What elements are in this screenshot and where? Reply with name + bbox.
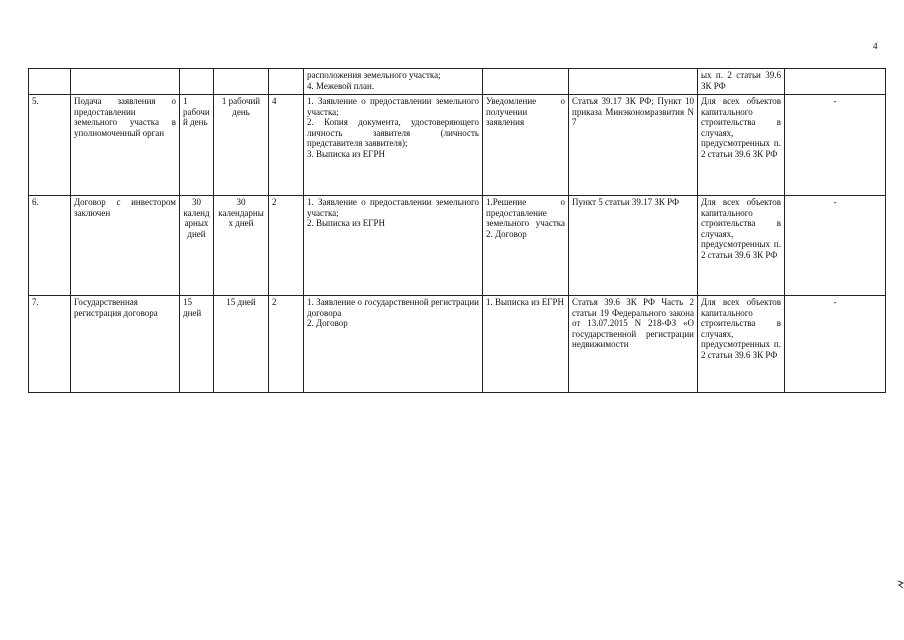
term-cell: 1 рабочий день	[214, 95, 269, 196]
stage-name: Подача заявления о предоставлении земельного участка в уполномоченный орган	[71, 95, 180, 196]
scan-mark	[897, 580, 904, 590]
term-cell: 15 дней	[180, 296, 214, 393]
term-cell: 1 рабочий день	[180, 95, 214, 196]
table-row	[29, 296, 886, 393]
row-number: 6.	[29, 196, 71, 296]
stage-name: Договор с инвестором заключен	[71, 196, 180, 296]
scan-mark-icon	[897, 580, 904, 590]
basis-cell: Пункт 5 статьи 39.17 ЗК РФ	[569, 196, 698, 296]
note-cell: -	[785, 296, 886, 393]
row-number: 5.	[29, 95, 71, 196]
stage-name: Государственная регистрация договора	[71, 296, 180, 393]
applicability-cell: Для всех объектов капитального строительства в случаях, предусмотренных п. 2 статьи 39.6 ЗК РФ	[698, 196, 785, 296]
result-cell: Уведомление о получении заявления	[483, 95, 569, 196]
basis-cell: Статья 39.17 ЗК РФ; Пункт 10 приказа Минэкономразвития N 7	[569, 95, 698, 196]
applicability-cell: ых п. 2 статьи 39.6 ЗК РФ	[698, 69, 785, 95]
term-cell: 30 календарных дней	[180, 196, 214, 296]
result-cell: 1. Выписка из ЕГРН	[483, 296, 569, 393]
row-number: 7.	[29, 296, 71, 393]
result-cell: 1.Решение о предоставление земельного участка 2. Договор	[483, 196, 569, 296]
docs-cell: 1. Заявление о предоставлении земельного участка; 2. Выписка из ЕГРН	[304, 196, 483, 296]
term-cell: 30 календарных дней	[214, 196, 269, 296]
count-cell: 2	[269, 296, 304, 393]
docs-cell: 1. Заявление о государственной регистрации договора 2. Договор	[304, 296, 483, 393]
docs-cell: расположения земельного участка; 4. Межевой план.	[304, 69, 483, 95]
procedure-table	[28, 68, 886, 393]
table-row	[29, 95, 886, 196]
table-row	[29, 196, 886, 296]
note-cell: -	[785, 95, 886, 196]
basis-cell: Статья 39.6 ЗК РФ Часть 2 статьи 19 Федерального закона от 13.07.2015 N 218-ФЗ «О государственной регистрации недвижимости	[569, 296, 698, 393]
applicability-cell: Для всех объектов капитального строительства в случаях, предусмотренных п. 2 статьи 39.6 ЗК РФ	[698, 296, 785, 393]
term-cell: 15 дней	[214, 296, 269, 393]
note-cell: -	[785, 196, 886, 296]
docs-cell: 1. Заявление о предоставлении земельного участка; 2. Копия документа, удостоверяющего личность заявителя (личность представителя заявителя); 3. Выписка из ЕГРН	[304, 95, 483, 196]
page-number: 4	[873, 41, 878, 51]
applicability-cell: Для всех объектов капитального строительства в случаях, предусмотренных п. 2 статьи 39.6 ЗК РФ	[698, 95, 785, 196]
table-row	[29, 69, 886, 95]
count-cell: 4	[269, 95, 304, 196]
count-cell: 2	[269, 196, 304, 296]
